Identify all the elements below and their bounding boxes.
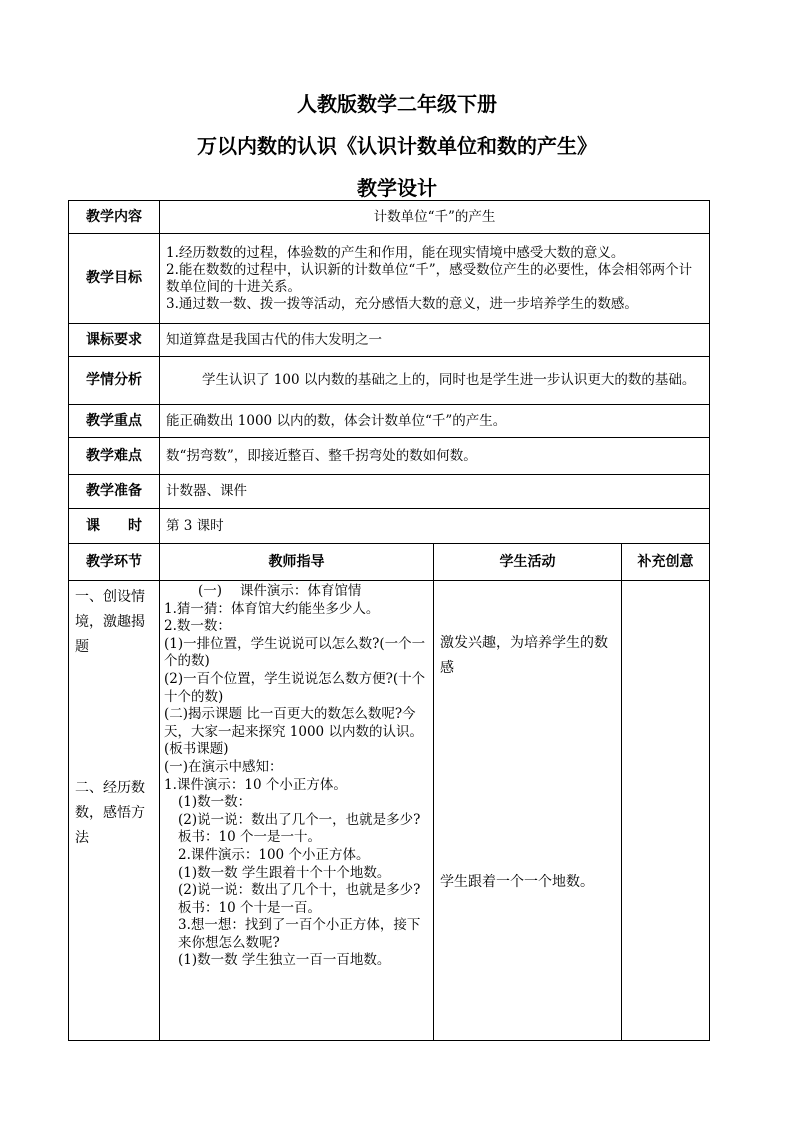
label-objectives: 教学目标: [69, 234, 160, 324]
value-keypoint: 能正确数出 1000 以内的数，体会计数单位“千”的产生。: [160, 405, 710, 438]
row-period: [69, 509, 710, 544]
value-analysis: 学生认识了 100 以内数的基础之上的，同时也是学生进一步认识更大的数的基础。: [160, 357, 710, 405]
stage-cell: [69, 581, 160, 1041]
extra-idea-cell: [622, 581, 710, 1041]
row-content: [69, 201, 710, 234]
teacher-line: 1.课件演示：10 个小正方体。: [164, 776, 347, 793]
label-analysis: 学情分析: [69, 357, 160, 405]
teacher-line: (1)数一数 学生跟着十个十个地数。: [178, 864, 391, 881]
value-period: 第 3 课时: [160, 509, 710, 544]
student-activity-cell: [434, 581, 622, 1041]
row-preparation: [69, 475, 710, 509]
doc-title-lesson: 万以内数的认识《认识计数单位和数的产生》: [197, 134, 597, 158]
value-objectives: [160, 234, 710, 324]
value-difficulty: 数“拐弯数”，即接近整百、整千拐弯处的数如何数。: [160, 438, 710, 475]
teacher-line: 1.猜一猜：体育馆大约能坐多少人。: [164, 600, 380, 617]
label-content: 教学内容: [69, 201, 160, 234]
header-student: 学生活动: [434, 544, 622, 581]
teacher-line: (1)数一数 学生独立一百一百地数。: [178, 952, 391, 969]
label-keypoint: 教学重点: [69, 405, 160, 438]
teacher-line: (二)揭示课题 比一百更大的数怎么数呢?今天，大家一起来探究 1000 以内数的认识。(板书课题): [164, 706, 423, 758]
objective-1: 1.经历数数的过程，体验数的产生和作用，能在现实情境中感受大数的意义。: [166, 244, 625, 261]
label-period: 课 时: [69, 509, 160, 544]
label-preparation: 教学准备: [69, 475, 160, 509]
teacher-line: 3.想一想：找到了一百个小正方体，接下来你想怎么数呢?: [178, 917, 421, 951]
objective-3: 3.通过数一数、拨一拨等活动，充分感悟大数的意义，进一步培养学生的数感。: [166, 295, 638, 312]
value-standard: 知道算盘是我国古代的伟大发明之一: [160, 324, 710, 357]
value-content: 计数单位“千”的产生: [160, 201, 710, 234]
stage-2: 二、经历数数，感悟方法: [75, 780, 145, 846]
objective-2: 2.能在数数的过程中，认识新的计数单位“千”，感受数位产生的必要性，体会相邻两个计数单位间的十进关系。: [166, 261, 693, 295]
row-objectives: [69, 234, 710, 324]
label-difficulty: 教学难点: [69, 438, 160, 475]
teacher-line: (1)一排位置，学生说说可以怎么数?(一个一个的数): [164, 635, 426, 670]
doc-title-design: 教学设计: [357, 176, 437, 200]
row-difficulty: [69, 438, 710, 475]
student-note-1: 激发兴趣，为培养学生的数感: [440, 635, 608, 676]
teacher-line: (一)在演示中感知：: [164, 758, 283, 775]
lesson-plan-table: [68, 200, 710, 1041]
student-note-2: 学生跟着一个一个地数。: [440, 874, 594, 890]
teacher-line: (1)数一数：: [178, 794, 252, 811]
doc-title-grade: 人教版数学二年级下册: [297, 92, 497, 116]
label-standard: 课标要求: [69, 324, 160, 357]
header-stage: 教学环节: [69, 544, 160, 581]
header-extra: 补充创意: [622, 544, 710, 581]
row-standard: [69, 324, 710, 357]
teacher-line: (2)一百个位置，学生说说怎么数方便?(十个十个的数): [164, 670, 426, 705]
row-process-headers: [69, 544, 710, 581]
value-preparation: 计数器、课件: [160, 475, 710, 509]
teacher-line: 2.数一数：: [164, 618, 231, 635]
teacher-guidance-cell: [160, 581, 434, 1041]
row-process-body: [69, 581, 710, 1041]
teacher-line: (2)说一说：数出了几个一，也就是多少?板书：10 个一是一十。: [178, 811, 421, 846]
teacher-line: 2.课件演示：100 个小正方体。: [178, 846, 370, 863]
teacher-line: (一) 课件演示：体育馆情: [198, 583, 362, 599]
teacher-line: (2)说一说：数出了几个十，也就是多少?板书：10 个十是一百。: [178, 882, 421, 916]
stage-1: 一、创设情境，激趣揭题: [75, 589, 145, 655]
row-analysis: [69, 357, 710, 405]
header-teacher: 教师指导: [160, 544, 434, 581]
row-keypoint: [69, 405, 710, 438]
